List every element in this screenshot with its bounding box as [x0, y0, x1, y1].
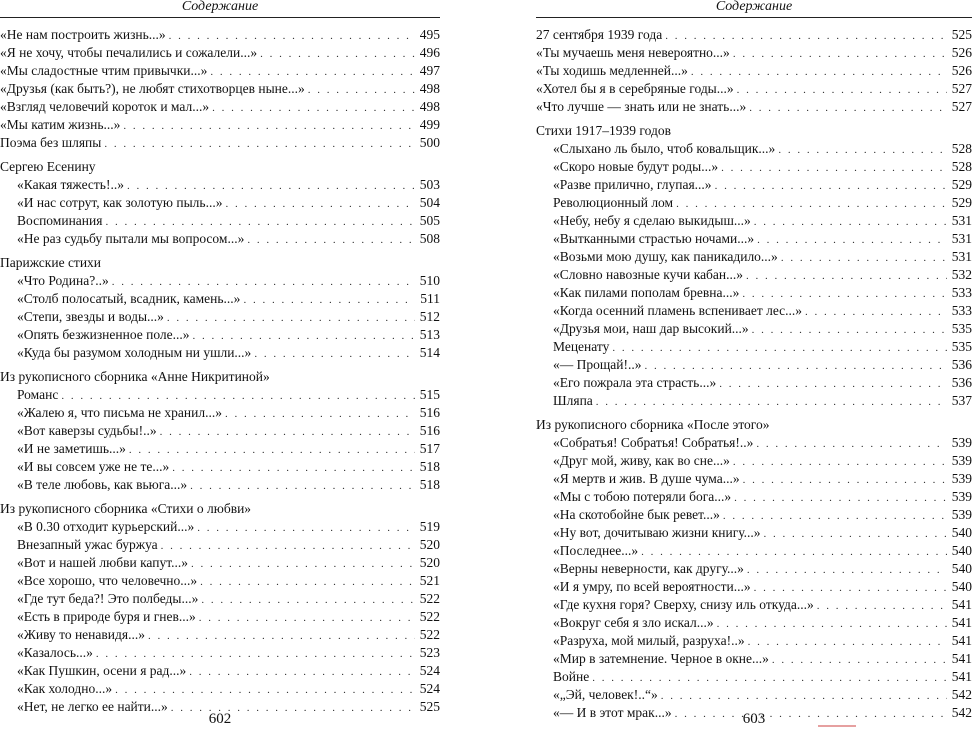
entry-page-number: 539 — [951, 507, 972, 522]
dot-leader — [260, 45, 415, 63]
entry-title: «Ну вот, дочитываю жизни книгу...» — [553, 525, 761, 540]
toc-entry — [536, 542, 972, 560]
toc-entry — [0, 404, 440, 422]
entry-page-number: 522 — [419, 609, 440, 624]
toc-entry — [0, 590, 440, 608]
entry-title: «Все хорошо, что человечно...» — [17, 573, 198, 588]
dot-leader — [225, 195, 415, 213]
entry-title: «Мир в затемнение. Черное в окне...» — [553, 651, 769, 666]
entry-page-number: 525 — [951, 27, 972, 42]
entry-page-number: 539 — [951, 489, 972, 504]
toc-entry — [536, 158, 972, 176]
entry-title: Романс — [17, 387, 59, 402]
toc-entry — [536, 356, 972, 374]
dot-leader — [747, 561, 947, 579]
dot-leader — [193, 327, 415, 345]
entry-page-number: 541 — [951, 597, 972, 612]
toc-entry — [0, 572, 440, 590]
dot-leader — [734, 489, 947, 507]
dot-leader — [691, 63, 947, 81]
entry-page-number: 516 — [419, 405, 440, 420]
toc-entry — [536, 374, 972, 392]
dot-leader — [123, 117, 415, 135]
dot-leader — [743, 471, 947, 489]
entry-page-number: 531 — [951, 213, 972, 228]
dot-leader — [308, 81, 415, 99]
toc-entry — [536, 488, 972, 506]
toc-entry — [536, 452, 972, 470]
section-heading: Сергею Есенину — [0, 159, 96, 174]
dot-leader — [746, 267, 947, 285]
toc-right — [536, 26, 972, 722]
entry-title: «Хотел бы я в серебряные годы...» — [536, 81, 734, 96]
entry-title: Войне — [553, 669, 590, 684]
dot-leader — [778, 141, 947, 159]
dot-leader — [665, 27, 947, 45]
entry-title: «На скотобойне бык ревет...» — [553, 507, 720, 522]
entry-title: Меценату — [553, 339, 610, 354]
toc-entry — [0, 662, 440, 680]
entry-title: «Вокруг себя я зло искал...» — [553, 615, 714, 630]
entry-title: «Живу то ненавидя...» — [17, 627, 145, 642]
entry-page-number: 527 — [951, 81, 972, 96]
toc-entry — [0, 422, 440, 440]
entry-page-number: 500 — [419, 135, 440, 150]
dot-leader — [592, 669, 947, 687]
toc-left — [0, 26, 440, 716]
entry-page-number: 542 — [951, 687, 972, 702]
entry-page-number: 539 — [951, 471, 972, 486]
dot-leader — [742, 285, 947, 303]
entry-page-number: 541 — [951, 669, 972, 684]
entry-title: «Нет, не легко ее найти...» — [17, 699, 168, 714]
entry-title: «Какая тяжесть!..» — [17, 177, 124, 192]
entry-page-number: 519 — [419, 519, 440, 534]
entry-title: «И я умру, по всей вероятности...» — [553, 579, 751, 594]
entry-page-number: 510 — [419, 273, 440, 288]
entry-title: «Словно навозные кучи кабан...» — [553, 267, 744, 282]
toc-entry — [536, 44, 972, 62]
toc-entry — [0, 62, 440, 80]
dot-leader — [733, 453, 947, 471]
entry-title: «— Прощай!..» — [553, 357, 642, 372]
toc-entry — [0, 26, 440, 44]
dot-leader — [717, 615, 947, 633]
dot-leader — [127, 177, 415, 195]
dot-leader — [715, 177, 947, 195]
toc-entry — [0, 308, 440, 326]
entry-title: «Верны неверности, как другу...» — [553, 561, 744, 576]
right-page — [536, 0, 972, 730]
entry-page-number: 537 — [951, 393, 972, 408]
toc-entry — [0, 212, 440, 230]
toc-entry — [0, 608, 440, 626]
toc-entry — [536, 524, 972, 542]
entry-title: «Небу, небу я сделаю выкидыш...» — [553, 213, 751, 228]
toc-entry — [536, 614, 972, 632]
entry-page-number: 541 — [951, 615, 972, 630]
entry-page-number: 524 — [419, 681, 440, 696]
toc-entry — [0, 116, 440, 134]
dot-leader — [754, 213, 947, 231]
toc-entry — [0, 386, 440, 404]
entry-page-number: 524 — [419, 663, 440, 678]
entry-page-number: 541 — [951, 633, 972, 648]
toc-entry — [0, 518, 440, 536]
entry-page-number: 512 — [419, 309, 440, 324]
page-number-left: 602 — [208, 711, 232, 727]
toc-entry — [536, 434, 972, 452]
entry-page-number: 520 — [419, 555, 440, 570]
toc-entry — [0, 230, 440, 248]
entry-title: «Жалею я, что письма не хранил...» — [17, 405, 222, 420]
entry-page-number: 518 — [419, 459, 440, 474]
dot-leader — [754, 579, 947, 597]
entry-title: «Вот каверзы судьбы!..» — [17, 423, 157, 438]
entry-title: «Разруха, мой милый, разруха!..» — [553, 633, 745, 648]
toc-entry — [536, 596, 972, 614]
entry-title: «Друзья (как быть?), не любят стихотворцев ныне...» — [0, 81, 305, 96]
entry-page-number: 517 — [419, 441, 440, 456]
toc-entry — [536, 248, 972, 266]
entry-title: «Друзья мои, наш дар высокий...» — [553, 321, 749, 336]
entry-page-number: 498 — [419, 81, 440, 96]
dot-leader — [676, 195, 947, 213]
toc-entry — [536, 62, 972, 80]
toc-entry — [536, 26, 972, 44]
dot-leader — [737, 81, 947, 99]
entry-title: «Мы сладостные чтим привычки...» — [0, 63, 208, 78]
dot-leader — [764, 525, 947, 543]
entry-title: «Друг мой, живу, как во сне...» — [553, 453, 730, 468]
dot-leader — [596, 393, 947, 411]
entry-page-number: 540 — [951, 579, 972, 594]
left-page — [0, 0, 440, 730]
entry-page-number: 523 — [419, 645, 440, 660]
entry-title: «Как пилами пополам бревна...» — [553, 285, 740, 300]
section-heading: Стихи 1917–1939 годов — [536, 123, 671, 138]
entry-page-number: 504 — [419, 195, 440, 210]
entry-page-number: 540 — [951, 543, 972, 558]
toc-entry — [0, 194, 440, 212]
entry-title: «Когда осенний пламень вспенивает лес...» — [553, 303, 803, 318]
entry-title: «Как Пушкин, осени я рад...» — [17, 663, 187, 678]
dot-leader — [752, 321, 947, 339]
toc-entry — [536, 302, 972, 320]
entry-page-number: 528 — [951, 141, 972, 156]
toc-entry — [0, 476, 440, 494]
entry-title: «Казалось...» — [17, 645, 93, 660]
entry-title: «Я мертв и жив. В душе чума...» — [553, 471, 740, 486]
entry-page-number: 522 — [419, 627, 440, 642]
toc-entry — [536, 392, 972, 410]
dot-leader — [719, 375, 947, 393]
entry-page-number: 536 — [951, 375, 972, 390]
entry-title: 27 сентября 1939 года — [536, 27, 663, 42]
dot-leader — [757, 231, 947, 249]
dot-leader — [748, 633, 947, 651]
dot-leader — [167, 309, 415, 327]
entry-title: «Мы катим жизнь...» — [0, 117, 121, 132]
entry-page-number: 533 — [951, 303, 972, 318]
toc-entry — [0, 176, 440, 194]
dot-leader — [160, 423, 415, 441]
toc-entry — [0, 440, 440, 458]
entry-title: «Слыхано ль было, чтоб ковальщик...» — [553, 141, 776, 156]
entry-title: «И нас сотрут, как золотую пыль...» — [17, 195, 223, 210]
dot-leader — [190, 477, 415, 495]
dot-leader — [254, 345, 415, 363]
section-heading: Парижские стихи — [0, 255, 102, 270]
entry-title: «Ты мучаешь меня невероятно...» — [536, 45, 730, 60]
toc-entry — [536, 266, 972, 284]
section-heading: Из рукописного сборника «После этого» — [536, 417, 770, 432]
entry-title: «Последнее...» — [553, 543, 639, 558]
decorative-mark — [818, 725, 856, 727]
dot-leader — [817, 597, 947, 615]
dot-leader — [772, 651, 947, 669]
entry-page-number: 495 — [419, 27, 440, 42]
entry-title: «Разве прилично, глупая...» — [553, 177, 712, 192]
entry-title: «Где тут беда?! Это полбеды...» — [17, 591, 199, 606]
toc-entry — [536, 560, 972, 578]
dot-leader — [105, 213, 415, 231]
dot-leader — [61, 387, 415, 405]
entry-page-number: 536 — [951, 357, 972, 372]
entry-title: «Степи, звезды и воды...» — [17, 309, 164, 324]
entry-page-number: 533 — [951, 285, 972, 300]
entry-page-number: 498 — [419, 99, 440, 114]
entry-title: «Куда бы разумом холодным ни ушли...» — [17, 345, 252, 360]
dot-leader — [115, 681, 415, 699]
dot-leader — [641, 543, 947, 561]
entry-title: «Не нам построить жизнь...» — [0, 27, 166, 42]
entry-page-number: 535 — [951, 339, 972, 354]
entry-page-number: 503 — [419, 177, 440, 192]
toc-entry — [536, 578, 972, 596]
entry-page-number: 525 — [419, 699, 440, 714]
entry-page-number: 529 — [951, 195, 972, 210]
dot-leader — [104, 135, 415, 153]
toc-entry — [0, 272, 440, 290]
entry-page-number: 516 — [419, 423, 440, 438]
toc-entry — [536, 230, 972, 248]
dot-leader — [661, 687, 947, 705]
toc-entry — [536, 506, 972, 524]
entry-page-number: 535 — [951, 321, 972, 336]
entry-title: «Мы с тобою потеряли бога...» — [553, 489, 732, 504]
entry-page-number: 528 — [951, 159, 972, 174]
dot-leader — [191, 555, 415, 573]
dot-leader — [129, 441, 415, 459]
dot-leader — [756, 435, 947, 453]
dot-leader — [210, 63, 415, 81]
toc-entry — [536, 650, 972, 668]
dot-leader — [781, 249, 947, 267]
entry-page-number: 539 — [951, 453, 972, 468]
toc-entry — [0, 680, 440, 698]
dot-leader — [189, 663, 415, 681]
toc-entry — [0, 344, 440, 362]
entry-page-number: 542 — [951, 705, 972, 720]
entry-page-number: 531 — [951, 231, 972, 246]
entry-page-number: 514 — [419, 345, 440, 360]
entry-page-number: 527 — [951, 99, 972, 114]
dot-leader — [805, 303, 947, 321]
toc-entry — [536, 140, 972, 158]
toc-entry — [536, 284, 972, 302]
entry-title: «Взгляд человечий короток и мал...» — [0, 99, 210, 114]
toc-entry — [536, 470, 972, 488]
toc-entry — [536, 80, 972, 98]
entry-page-number: 518 — [419, 477, 440, 492]
entry-title: «И не заметишь...» — [17, 441, 126, 456]
entry-page-number: 539 — [951, 435, 972, 450]
entry-page-number: 540 — [951, 561, 972, 576]
entry-title: «Собратья! Собратья! Собратья!..» — [553, 435, 754, 450]
dot-leader — [96, 645, 415, 663]
entry-page-number: 499 — [419, 117, 440, 132]
toc-entry — [536, 632, 972, 650]
entry-page-number: 520 — [419, 537, 440, 552]
entry-title: «Столб полосатый, всадник, камень...» — [17, 291, 241, 306]
toc-entry — [0, 326, 440, 344]
dot-leader — [172, 459, 415, 477]
toc-entry — [0, 644, 440, 662]
entry-page-number: 522 — [419, 591, 440, 606]
dot-leader — [201, 591, 415, 609]
entry-title: «И вы совсем уже не те...» — [17, 459, 170, 474]
toc-entry — [0, 98, 440, 116]
entry-page-number: 526 — [951, 63, 972, 78]
toc-entry — [536, 194, 972, 212]
entry-page-number: 531 — [951, 249, 972, 264]
dot-leader — [212, 99, 415, 117]
dot-leader — [644, 357, 947, 375]
toc-entry — [536, 176, 972, 194]
dot-leader — [749, 99, 947, 117]
entry-title: «В 0.30 отходит курьерский...» — [17, 519, 195, 534]
dot-leader — [723, 507, 947, 525]
dot-leader — [243, 291, 415, 309]
entry-title: «Опять безжизненное поле...» — [17, 327, 190, 342]
entry-title: «Что Родина?..» — [17, 273, 109, 288]
toc-entry — [0, 44, 440, 62]
dot-leader — [612, 339, 947, 357]
dot-leader — [247, 231, 415, 249]
entry-page-number: 515 — [419, 387, 440, 402]
running-head-left: Содержание — [0, 0, 440, 18]
entry-title: «Что лучше — знать или не знать...» — [536, 99, 747, 114]
dot-leader — [199, 609, 415, 627]
toc-entry — [0, 290, 440, 308]
entry-title: «В теле любовь, как вьюга...» — [17, 477, 188, 492]
entry-title: «Его пожрала эта страсть...» — [553, 375, 717, 390]
toc-entry — [0, 80, 440, 98]
toc-entry — [536, 668, 972, 686]
dot-leader — [721, 159, 947, 177]
entry-title: «Возьми мою душу, как паникадило...» — [553, 249, 778, 264]
entry-title: «Вот и нашей любви капут...» — [17, 555, 188, 570]
dot-leader — [148, 627, 415, 645]
entry-page-number: 529 — [951, 177, 972, 192]
dot-leader — [161, 537, 415, 555]
entry-page-number: 521 — [419, 573, 440, 588]
section-heading: Из рукописного сборника «Стихи о любви» — [0, 501, 252, 516]
entry-page-number: 513 — [419, 327, 440, 342]
section-heading: Из рукописного сборника «Анне Никритиной» — [0, 369, 270, 384]
toc-entry — [0, 536, 440, 554]
dot-leader — [169, 27, 415, 45]
entry-title: «— И в этот мрак...» — [553, 705, 672, 720]
dot-leader — [225, 405, 415, 423]
entry-page-number: 505 — [419, 213, 440, 228]
entry-title: Поэма без шляпы — [0, 135, 102, 150]
entry-title: «Скоро новые будут роды...» — [553, 159, 719, 174]
toc-entry — [0, 626, 440, 644]
toc-entry — [536, 320, 972, 338]
entry-page-number: 508 — [419, 231, 440, 246]
entry-title: Внезапный ужас буржуа — [17, 537, 158, 552]
entry-title: «„Эй, человек!..“» — [553, 687, 658, 702]
entry-page-number: 497 — [419, 63, 440, 78]
toc-entry — [536, 98, 972, 116]
entry-page-number: 532 — [951, 267, 972, 282]
entry-title: Воспоминания — [17, 213, 103, 228]
entry-title: Революционный лом — [553, 195, 674, 210]
entry-page-number: 526 — [951, 45, 972, 60]
toc-entry — [0, 554, 440, 572]
entry-page-number: 496 — [419, 45, 440, 60]
entry-page-number: 541 — [951, 651, 972, 666]
page-number-right: 603 — [742, 711, 766, 727]
dot-leader — [200, 573, 415, 591]
toc-entry — [0, 458, 440, 476]
entry-title: «Не раз судьбу пытали мы вопросом...» — [17, 231, 245, 246]
running-head-right: Содержание — [536, 0, 972, 18]
dot-leader — [197, 519, 415, 537]
entry-title: «Как холодно...» — [17, 681, 113, 696]
toc-entry — [536, 686, 972, 704]
toc-entry — [536, 338, 972, 356]
toc-entry — [0, 134, 440, 152]
entry-title: Шляпа — [553, 393, 593, 408]
dot-leader — [733, 45, 947, 63]
dot-leader — [112, 273, 415, 291]
entry-title: «Ты ходишь медленней...» — [536, 63, 688, 78]
entry-title: «Я не хочу, чтобы печалились и сожалели...» — [0, 45, 258, 60]
entry-page-number: 540 — [951, 525, 972, 540]
entry-title: «Вытканными страстью ночами...» — [553, 231, 755, 246]
entry-title: «Есть в природе буря и гнев...» — [17, 609, 196, 624]
entry-title: «Где кухня горя? Сверху, снизу иль откуда...» — [553, 597, 814, 612]
toc-entry — [536, 212, 972, 230]
entry-page-number: 511 — [420, 291, 440, 306]
